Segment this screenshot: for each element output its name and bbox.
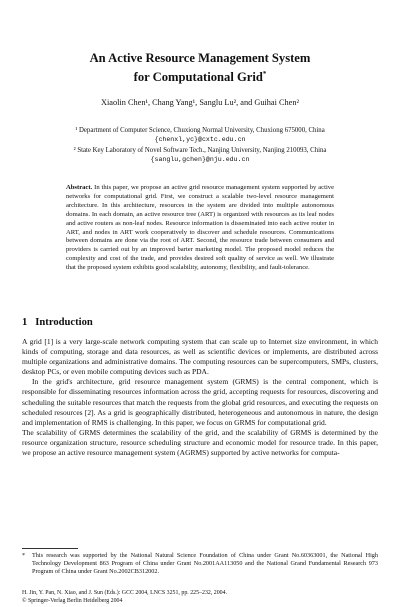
- affiliation-1: [40, 126, 360, 144]
- footnote-divider: [22, 548, 78, 549]
- title-line-1: An Active Resource Management System: [89, 51, 311, 65]
- publication-copyright: © Springer-Verlag Berlin Heidelberg 2004: [22, 597, 123, 604]
- title-footnote-mark: *: [262, 70, 267, 78]
- body-paragraph-3: The scalability of GRMS determines the scalability of the grid, and the scalability of GRMS is determined by the resource organization structure, resource scheduling structure and economic model for resource trade. In this paper, we propose an active resource management system (AGRMS) supported by active networks for computa-: [22, 427, 378, 458]
- affiliation-2-email: {sanglu,gchen}@nju.edu.cn: [150, 156, 250, 163]
- footnote: [22, 552, 378, 577]
- title-line-2-text: for Computational Grid: [133, 70, 263, 84]
- abstract: [66, 184, 334, 273]
- body-paragraph-1: A grid [1] is a very large-scale network computing system that can scale up to Internet size environment, in which kinds of computing, storage and data resources, as well as scientific devices or implements, are distributed across multiple organizations and administrative domains. The computing resources can be supercomputers, SMPs, clusters, desktop PCs, or even mobile computing devices such as PDA.: [22, 337, 378, 377]
- publication-citation: H. Jin, Y. Pan, N. Xiao, and J. Sun (Eds.): GCC 2004, LNCS 3251, pp. 225–232, 2004.: [22, 590, 228, 596]
- footnote-text: This research was supported by the National Natural Science Foundation of China under Grant No.60363001, the National High Technology Development 863 Program of China under Grant No.2001AA113050 and the National Grand Fundamental Research 973 Program of China under Grant No.2002CB312002.: [32, 552, 378, 576]
- section-number: 1: [22, 317, 28, 328]
- body-text: [22, 337, 378, 458]
- footnote-mark: *: [22, 552, 26, 559]
- affiliation-1-email: {chenxl,yc}@cxtc.edu.cn: [154, 136, 246, 143]
- affiliation-2-address: ² State Key Laboratory of Novel Software Tech., Nanjing University, Nanjing 210093, China: [73, 147, 327, 154]
- publication-info: [22, 590, 378, 605]
- author-list: Xiaolin Chen¹, Chang Yang¹, Sanglu Lu², and Guihai Chen²: [101, 98, 299, 107]
- abstract-text: In this paper, we propose an active grid resource management system supported by active networks for computational grid. First, we construct a scalable two-level resource management architecture. In this architecture, resources in the system are divided into multiple autonomous domains. In each domain, an active resource tree (ART) is organized with resources as its leaf nodes and active routers as non-leaf nodes. Resource information is disseminated into each active router in ART, and nodes in ART work cooperatively to discover and schedule resources. Communications between domains are done via the root of ART. Second, the resource trade between consumers and providers is carried out by an improved barter marketing model. The proposed model reduces the complexity and cost of the trade, and provides desired soft quality of service as well. We illustrate that the proposed system exhibits good scalability, autonomy, flexibility, and fault-tolerance.: [66, 184, 334, 272]
- section-title: Introduction: [35, 317, 93, 328]
- affiliation-2: [40, 146, 360, 164]
- section-heading: [22, 316, 93, 329]
- body-paragraph-2: In the grid's architecture, grid resource management system (GRMS) is the central component, which is responsible for disseminating resources information across the grid, accepting requests for resources, discovering and scheduling the suitable resources that match the requests from the global grid resources, and executing the requests on scheduled resources [2]. As a grid is geographically distributed, heterogeneous and autonomous in nature, the design and implementation of RMS is challenging. In this paper, we focus on GRMS for computational grid.: [22, 377, 378, 427]
- abstract-label: Abstract.: [66, 184, 93, 191]
- paper-title: [0, 50, 400, 85]
- affiliation-1-address: ¹ Department of Computer Science, Chuxiong Normal University, Chuxiong 675000, China: [75, 127, 325, 134]
- title-line-2: [0, 66, 400, 85]
